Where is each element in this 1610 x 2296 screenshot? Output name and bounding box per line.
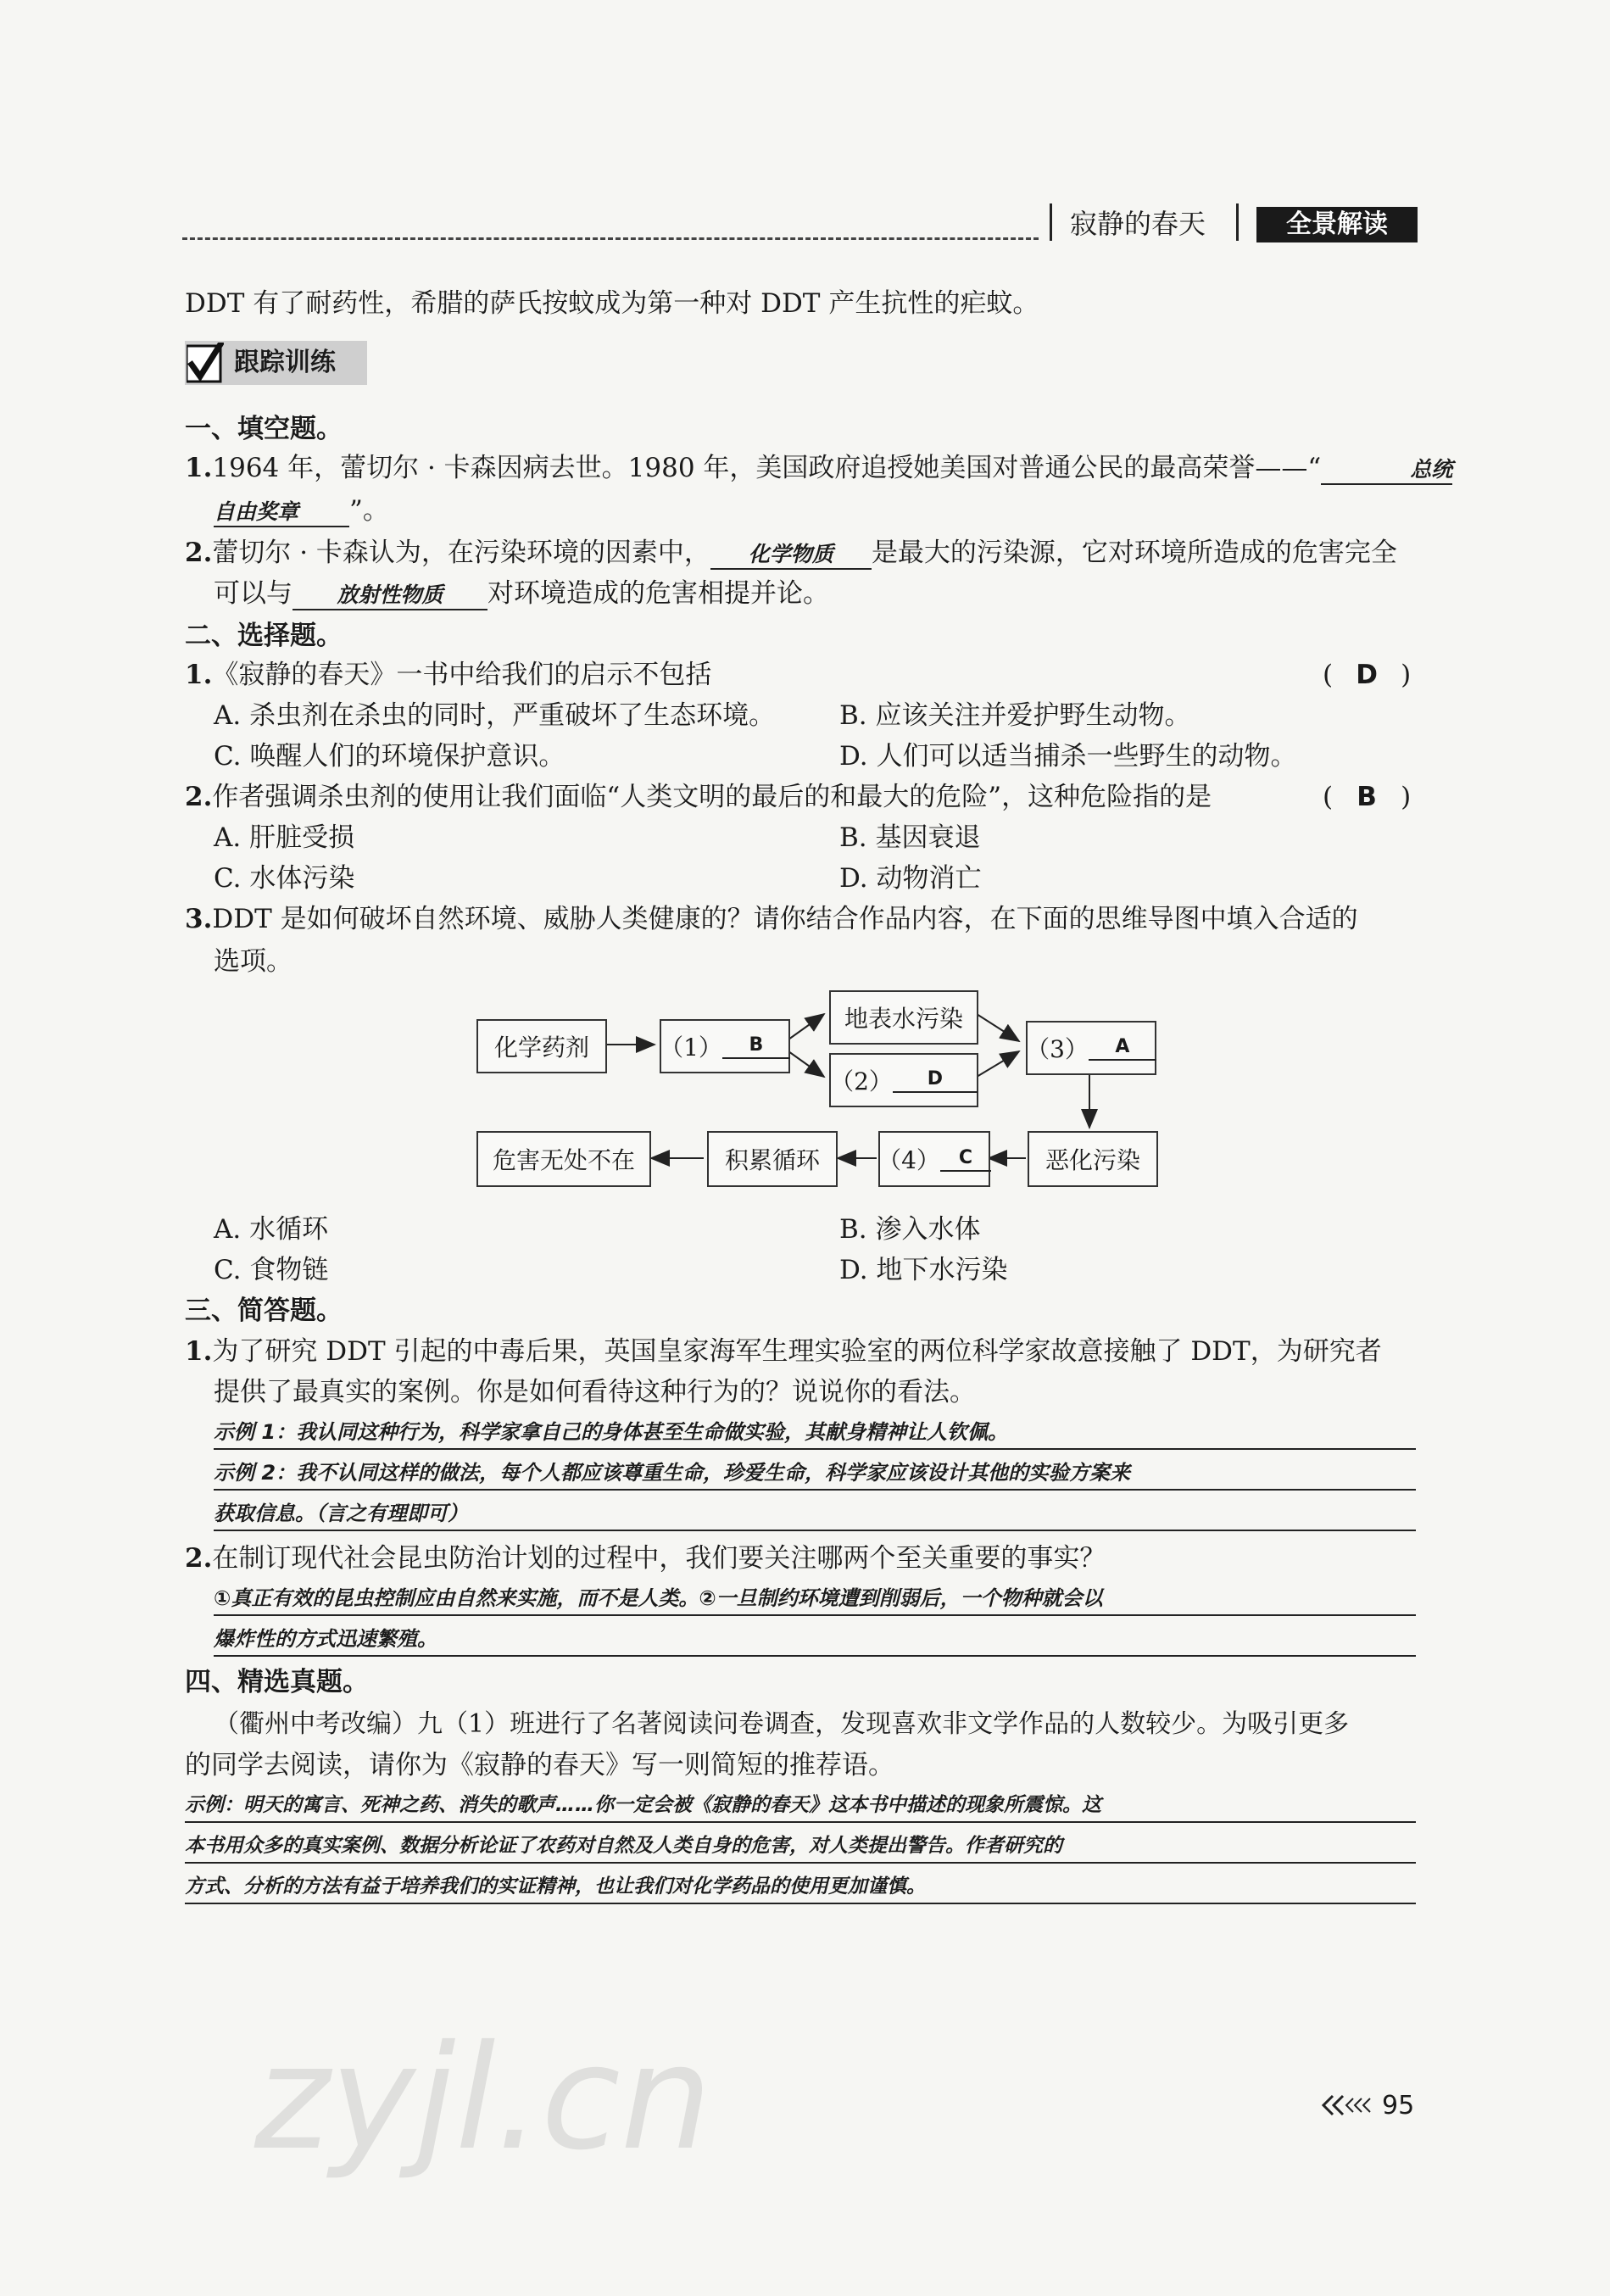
node-surface-water: [829, 990, 978, 1045]
part3-q2-num: 2.: [185, 1543, 213, 1574]
part2-q2-num: 2.: [185, 782, 213, 812]
node-2: [829, 1053, 978, 1107]
bracket-open: (: [1323, 782, 1334, 812]
part2-q3-option-b: B. 渗入水体: [839, 1214, 981, 1245]
tracking-label: 跟踪训练: [234, 348, 336, 377]
node-1-num: （1）: [660, 1034, 722, 1062]
part3-q1-line1: [185, 1333, 1382, 1370]
part1-q2-answer-b[interactable]: 放射性物质: [292, 582, 487, 610]
part2-q3-option-a: A. 水循环: [214, 1214, 329, 1245]
part2-q2-answer[interactable]: B: [1357, 782, 1377, 812]
part2-q2-option-b: B. 基因衰退: [839, 822, 981, 853]
part3-q2-text: 在制订现代社会昆虫防治计划的过程中，我们要关注哪两个至关重要的事实？: [212, 1543, 1106, 1574]
part3-q2-answer-1[interactable]: ①真正有效的昆虫控制应由自然来实施，而不是人类。②一旦制约环境遭到削弱后，一个物种就会以: [214, 1586, 1103, 1610]
node-2-num: （2）: [830, 1067, 893, 1095]
part2-q1-option-a: A. 杀虫剂在杀虫的同时，严重破坏了生态环境。: [214, 700, 776, 731]
node-surface-water-label: 地表水污染: [844, 1005, 963, 1033]
part2-q1-num: 1.: [185, 660, 213, 690]
part2-q3-option-c: C. 食物链: [214, 1255, 329, 1285]
part2-q3-stem-line2: 选项。: [214, 946, 292, 977]
part2-q1-answer[interactable]: D: [1356, 660, 1378, 690]
part4-answer-3[interactable]: 方式、分析的方法有益于培养我们的实证精神，也让我们对化学药品的使用更加谨慎。: [185, 1875, 926, 1898]
part2-q1-option-b: B. 应该关注并爱护野生动物。: [839, 700, 1191, 731]
part4-answer-2[interactable]: 本书用众多的真实案例、数据分析论证了农药对自然及人类自身的危害，对人类提出警告。作者研究的: [185, 1835, 1062, 1857]
book-title: 寂静的春天: [1070, 208, 1206, 240]
node-harm-label: 危害无处不在: [492, 1146, 635, 1174]
node-accumulate-label: 积累循环: [724, 1146, 820, 1174]
header-badge-text: 全景解读: [1286, 209, 1388, 239]
part4-title: 四、精选真题。: [185, 1667, 369, 1697]
node-harm: [476, 1131, 651, 1187]
part1-q2-num: 2.: [185, 538, 213, 568]
part2-q1-text: 《寂静的春天》一书中给我们的启示不包括: [212, 660, 712, 690]
part2-q3-text-a: DDT 是如何破坏自然环境、威胁人类健康的？请你结合作品内容，在下面的思维导图中填入合适的: [212, 904, 1358, 934]
bracket-open: (: [1323, 660, 1334, 690]
node-chemicals-label: 化学药剂: [493, 1034, 589, 1062]
arrow-1-to-surface: [788, 1014, 824, 1039]
part4-text-line2: 的同学去阅读，请你为《寂静的春天》写一则简短的推荐语。: [185, 1750, 894, 1781]
part3-q1-text-a: 为了研究 DDT 引起的中毒后果，英国皇家海军生理实验室的两位科学家故意接触了 DDT，为研究者: [212, 1336, 1382, 1367]
part1-q1-num: 1.: [185, 453, 213, 483]
part2-q2-option-d: D. 动物消亡: [839, 863, 982, 894]
node-2-answer[interactable]: D: [893, 1067, 978, 1093]
page-arrows-icon: [1321, 2093, 1373, 2127]
bracket-close: ): [1401, 660, 1412, 690]
part2-q1-option-d: D. 人们可以适当捕杀一些野生的动物。: [839, 741, 1297, 772]
rule: [214, 1530, 1416, 1531]
node-worsen: [1028, 1131, 1158, 1187]
arrow-surface-to-3: [977, 1014, 1019, 1041]
node-chemicals: [476, 1019, 607, 1073]
part3-q2-answer-2[interactable]: 爆炸性的方式迅速繁殖。: [214, 1627, 437, 1651]
node-4-num: （4）: [877, 1146, 940, 1174]
node-3: [1026, 1021, 1156, 1075]
part1-q2-text-d: 对环境造成的危害相提并论。: [487, 578, 829, 609]
watermark: zyjl.cn: [254, 2015, 712, 2182]
part1-q1-answer-a[interactable]: 总统: [1321, 456, 1452, 485]
arrow-2-to-3: [977, 1051, 1019, 1077]
part1-q2-text-b: 是最大的污染源，它对环境所造成的危害完全: [871, 538, 1397, 568]
rule: [185, 1862, 1416, 1864]
intro-line: DDT 有了耐药性，希腊的萨氏按蚊成为第一种对 DDT 产生抗性的疟蚊。: [185, 288, 1039, 319]
node-3-answer[interactable]: A: [1089, 1035, 1156, 1061]
node-worsen-label: 恶化污染: [1045, 1146, 1140, 1174]
part1-q1-answer-b[interactable]: 自由奖章: [214, 499, 349, 527]
part3-q1-num: 1.: [185, 1336, 213, 1367]
part3-q1-answer-1[interactable]: 示例 1：我认同这种行为，科学家拿自己的身体甚至生命做实验，其献身精神让人钦佩。: [214, 1420, 1009, 1444]
part4-answer-1[interactable]: 示例：明天的寓言、死神之药、消失的歌声……你一定会被《寂静的春天》这本书中描述的现象所震惊。这: [185, 1794, 1101, 1816]
part3-q1-answer-3[interactable]: 获取信息。（言之有理即可）: [214, 1502, 468, 1525]
page-number: 95: [1382, 2091, 1415, 2120]
part2-q2-text: 作者强调杀虫剂的使用让我们面临“人类文明的最后的和最大的危险”，这种危险指的是: [212, 782, 1212, 812]
rule: [214, 1655, 1416, 1657]
part2-title: 二、选择题。: [185, 621, 343, 651]
part2-q2-option-a: A. 肝脏受损: [214, 822, 355, 853]
node-4-answer[interactable]: C: [940, 1146, 991, 1172]
rule: [214, 1448, 1416, 1450]
bracket-close: ): [1401, 782, 1412, 812]
rule: [214, 1489, 1416, 1491]
rule: [214, 1614, 1416, 1616]
part2-q3-num: 3.: [185, 904, 213, 934]
part3-q2-line1: [185, 1540, 1106, 1577]
part2-q3-option-d: D. 地下水污染: [839, 1255, 1008, 1285]
part2-q1-option-c: C. 唤醒人们的环境保护意识。: [214, 741, 565, 772]
part1-q1-text-a: 1964 年，蕾切尔 · 卡森因病去世。1980 年，美国政府追授她美国对普通公民的最高荣誉——“: [212, 453, 1322, 483]
part3-q1-line2: 提供了最真实的案例。你是如何看待这种行为的？说说你的看法。: [214, 1377, 976, 1407]
part2-q2-option-c: C. 水体污染: [214, 863, 355, 894]
part1-q2-answer-a[interactable]: 化学物质: [710, 541, 872, 570]
part3-title: 三、简答题。: [185, 1296, 343, 1326]
part1-title: 一、填空题。: [185, 414, 343, 444]
arrow-1-to-2: [788, 1051, 824, 1077]
node-accumulate: [707, 1131, 838, 1187]
part4-text-line1: （衢州中考改编）九（1）班进行了名著阅读问卷调查，发现喜欢非文学作品的人数较少。为吸引更多: [214, 1709, 1350, 1739]
node-3-num: （3）: [1026, 1035, 1089, 1063]
rule: [185, 1903, 1416, 1904]
node-1: [660, 1019, 790, 1073]
part1-q2-text-c: 可以与: [214, 578, 292, 609]
part1-q1-text-b: ”。: [349, 495, 389, 526]
rule: [185, 1821, 1416, 1823]
node-4: [878, 1131, 990, 1187]
part3-q1-answer-2[interactable]: 示例 2：我不认同这样的做法，每个人都应该尊重生命，珍爱生命，科学家应该设计其他的实验方案来: [214, 1461, 1131, 1485]
node-1-answer[interactable]: B: [722, 1034, 790, 1059]
part1-q2-text-a: 蕾切尔 · 卡森认为，在污染环境的因素中，: [212, 538, 710, 568]
